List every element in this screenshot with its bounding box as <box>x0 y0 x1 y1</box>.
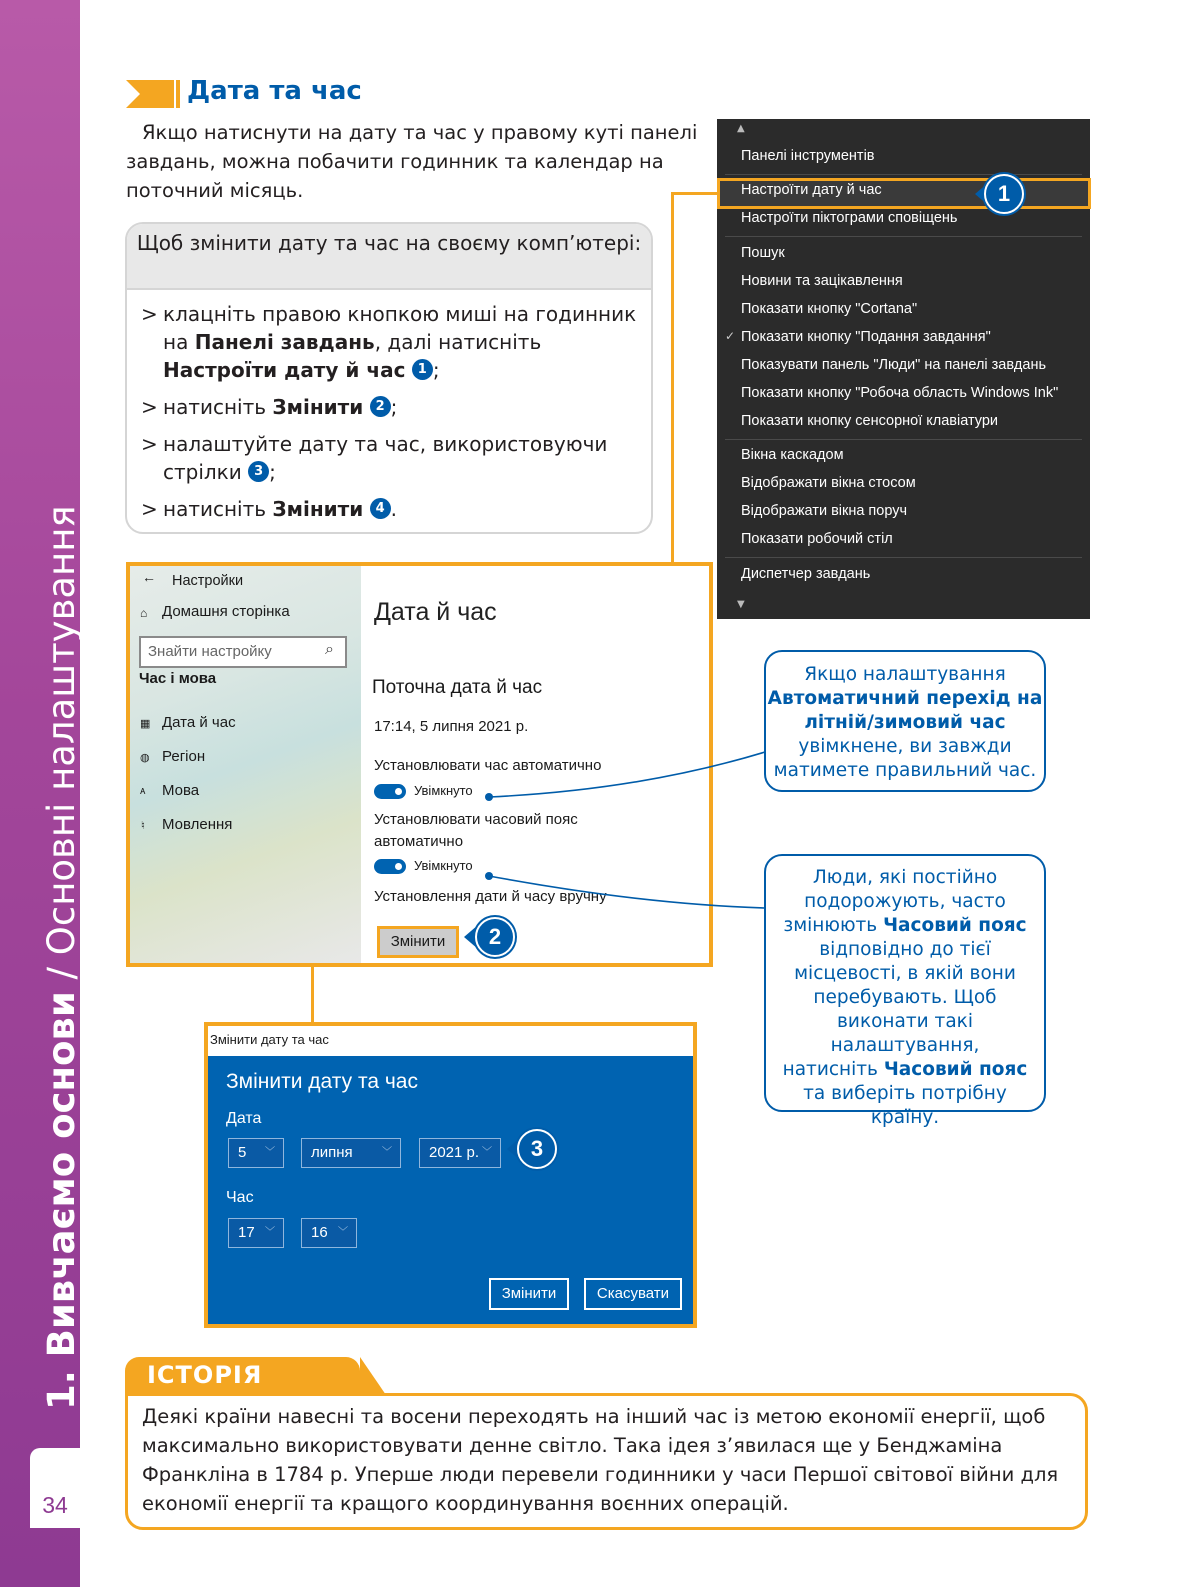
auto-timezone-label-line2: автоматично <box>374 833 464 850</box>
tz-callout-text-end: та виберіть потрібну країну. <box>803 1083 1007 1128</box>
auto-timezone-label: Установлювати часовий пояс <box>374 811 578 828</box>
connector-line <box>671 192 674 564</box>
search-icon: ⌕ <box>325 641 334 658</box>
nav-date-time[interactable]: Дата й час <box>162 714 236 731</box>
dialog-cancel-button[interactable]: Скасувати <box>584 1278 682 1310</box>
current-datetime-value: 17:14, 5 липня 2021 р. <box>374 718 529 735</box>
calendar-icon: ▦ <box>140 718 151 730</box>
search-placeholder: Знайти настройку <box>148 643 272 660</box>
connector-line <box>671 192 719 195</box>
language-icon: ᴀ <box>140 785 146 797</box>
chevron-up-icon: ▲ <box>737 123 745 134</box>
step-number-badge: 4 <box>370 498 391 519</box>
chevron-down-icon: ▼ <box>737 599 745 610</box>
menu-item-toolbars[interactable]: Панелі інструментів <box>741 148 875 164</box>
menu-item-notification-icons[interactable]: Настроїти піктограми сповіщень <box>741 210 958 226</box>
auto-time-state: Увімкнуто <box>414 783 473 798</box>
menu-item-adjust-date-time[interactable]: Настроїти дату й час <box>741 182 882 198</box>
tz-callout-bold: Часовий пояс <box>883 915 1027 936</box>
timezone-callout <box>764 854 1046 1128</box>
heading-flag-icon <box>126 80 180 108</box>
nav-region[interactable]: Регіон <box>162 748 206 765</box>
taskbar-context-menu-items <box>717 119 1090 619</box>
dst-callout-text-end: увімкнене, ви завжди матимете правильний час. <box>773 736 1037 781</box>
month-select[interactable] <box>301 1138 401 1168</box>
auto-time-toggle[interactable] <box>374 784 406 799</box>
history-label: ІСТОРІЯ <box>147 1361 263 1389</box>
microphone-icon: ♮ <box>141 820 145 832</box>
tz-callout-text-mid: відповідно до тієї місцевості, в якій вони перебувають. Щоб виконати такі налаштування, натисніть <box>782 939 1016 1080</box>
menu-item-cortana[interactable]: Показати кнопку "Cortana" <box>741 301 918 317</box>
settings-window <box>126 562 713 967</box>
nav-speech[interactable]: Мовлення <box>162 816 233 833</box>
instruction-step-3: > налаштуйте дату та час, використовуючи стрілки 3 ; <box>141 430 637 486</box>
dialog-change-button[interactable]: Змінити <box>489 1278 569 1310</box>
chevron-down-icon: ﹀ <box>382 1147 392 1158</box>
checkmark-icon: ✓ <box>725 329 736 343</box>
nav-home[interactable]: Домашня сторінка <box>162 603 290 620</box>
year-select[interactable] <box>419 1138 501 1168</box>
menu-item-show-desktop[interactable]: Показати робочий стіл <box>741 531 893 547</box>
back-arrow-icon[interactable]: ← <box>142 569 156 585</box>
day-value: 5 <box>238 1144 247 1161</box>
settings-page-title: Дата й час <box>374 598 497 626</box>
step-number-badge: 3 <box>248 461 269 482</box>
intro-paragraph: Якщо натиснути на дату та час у правому куті панелі завдань, можна побачити годинник та календар на поточний місяць. <box>126 121 698 202</box>
menu-item-task-manager[interactable]: Диспетчер завдань <box>741 566 871 582</box>
home-icon: ⌂ <box>140 606 148 620</box>
instruction-step-2: > натисніть Змінити 2 ; <box>141 393 637 421</box>
day-select[interactable] <box>228 1138 284 1168</box>
nav-language[interactable]: Мова <box>162 782 200 799</box>
hour-select[interactable] <box>228 1218 284 1248</box>
menu-item-windows-ink[interactable]: Показати кнопку "Робоча область Windows Ink" <box>741 385 1059 401</box>
current-datetime-heading: Поточна дата й час <box>372 677 543 698</box>
menu-item-task-view[interactable]: Показати кнопку "Подання завдання" <box>741 329 991 345</box>
nav-category: Час і мова <box>139 670 217 687</box>
settings-app-title: Настройки <box>172 573 244 589</box>
auto-timezone-toggle[interactable] <box>374 859 406 874</box>
hour-value: 17 <box>238 1224 255 1241</box>
instruction-step-4: > натисніть Змінити 4 . <box>141 495 637 523</box>
menu-item-people[interactable]: Показувати панель "Люди" на панелі завдань <box>741 357 1047 373</box>
menu-item-touch-keyboard[interactable]: Показати кнопку сенсорної клавіатури <box>741 413 999 429</box>
menu-item-search[interactable]: Пошук <box>741 245 785 261</box>
chevron-down-icon: ﹀ <box>482 1147 492 1158</box>
dst-callout-text: Якщо налаштування <box>804 664 1006 685</box>
change-datetime-button[interactable]: Змінити <box>377 926 459 958</box>
chapter-title: 1. Вивчаємо основи / Основні налаштування <box>40 505 83 1410</box>
page-number: 34 <box>42 1492 68 1518</box>
menu-separator <box>725 557 1082 558</box>
menu-item-news[interactable]: Новини та зацікавлення <box>741 273 903 289</box>
minute-select[interactable] <box>301 1218 357 1248</box>
menu-separator <box>725 439 1082 440</box>
step-2-badge: 2 <box>475 917 515 957</box>
menu-item-stacked[interactable]: Відображати вікна стосом <box>741 475 916 491</box>
dialog-title-bar: Змінити дату та час <box>208 1026 693 1056</box>
step-3-badge: 3 <box>517 1129 557 1169</box>
step-number-badge: 1 <box>412 359 433 380</box>
chevron-down-icon: ﹀ <box>265 1227 275 1238</box>
tz-callout-bold-2: Часовий пояс <box>883 1059 1028 1080</box>
history-text: Деякі країни навесні та восени переходять на інший час із метою економії енергії, щоб максимально використовувати денне світло. Така ідея з’явилася ще у Бенджаміна Франкліна в 1784 р. Уперше люди перевели годинники у часи Першої світової війни для економії енергії та кращого координування воєнних операцій. <box>142 1405 1059 1515</box>
step-1-badge: 1 <box>984 174 1024 214</box>
instruction-box <box>125 222 653 534</box>
instruction-list <box>127 290 651 523</box>
settings-search-input[interactable] <box>139 636 347 668</box>
date-label: Дата <box>226 1110 262 1127</box>
instruction-heading: Щоб змінити дату та час на своєму комп’ютері: <box>127 224 651 290</box>
dst-callout <box>764 650 1046 792</box>
change-datetime-dialog <box>204 1022 697 1328</box>
instruction-step-1: > клацніть правою кнопкою миші на годинник на Панелі завдань, далі натисніть Настроїти дату й час 1 ; <box>141 300 637 384</box>
chevron-down-icon: ﹀ <box>338 1227 348 1238</box>
time-label: Час <box>226 1189 254 1206</box>
globe-icon: ◍ <box>140 752 150 764</box>
menu-item-cascade[interactable]: Вікна каскадом <box>741 447 844 463</box>
menu-separator <box>725 236 1082 237</box>
month-value: липня <box>311 1144 353 1161</box>
section-title: Дата та час <box>187 76 362 106</box>
auto-timezone-state: Увімкнуто <box>414 858 473 873</box>
menu-item-side-by-side[interactable]: Відображати вікна поруч <box>741 503 908 519</box>
dst-callout-setting-name: Автоматичний перехід на літній/зимовий час <box>767 688 1043 733</box>
manual-datetime-label: Установлення дати й часу вручну <box>374 888 607 905</box>
tz-callout-text: Люди, які постійно подорожують, часто змінюють <box>783 867 1006 936</box>
minute-value: 16 <box>311 1224 328 1241</box>
dialog-heading: Змінити дату та час <box>226 1070 418 1093</box>
step-number-badge: 2 <box>370 396 391 417</box>
year-value: 2021 р. <box>429 1144 480 1161</box>
chevron-down-icon: ﹀ <box>265 1147 275 1158</box>
auto-time-label: Установлювати час автоматично <box>374 757 602 774</box>
